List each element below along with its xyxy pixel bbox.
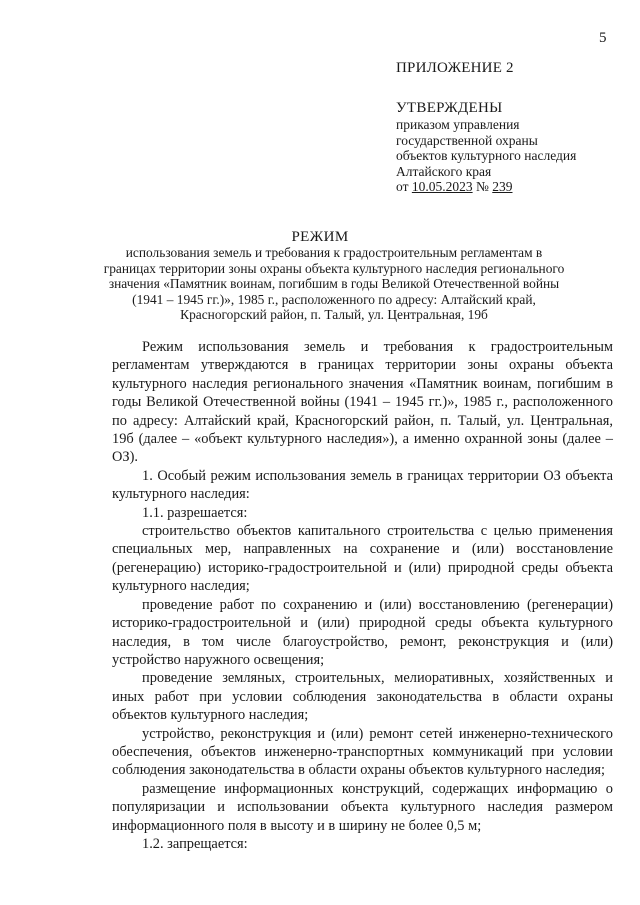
approved-heading: УТВЕРЖДЕНЫ: [396, 100, 503, 116]
body-paragraph: размещение информационных конструкций, содержащих информацию о популяризации и использовании объекта культурного наследия размером информационного поля в высоту и в ширину не более 0,5 м;: [112, 780, 613, 834]
document-body: [112, 338, 613, 853]
order-number: 239: [492, 179, 513, 194]
document-title: РЕЖИМ: [291, 229, 349, 245]
document-subtitle: использования земель и требования к градостроительным регламентам в границах территории зоны охраны объекта культурного наследия регионального значения «Памятник воинам, погибшим в годы Великой Отечественной войны (1941 – 1945 гг.)», 1985 г., расположенного по адресу: Алтайский край, Красногорский район, п. Талый, ул. Центральная, 19б: [103, 245, 565, 322]
order-prefix: от: [396, 179, 409, 194]
approval-line: объектов культурного наследия: [396, 148, 577, 163]
body-paragraph: Режим использования земель и требования к градостроительным регламентам утверждаются в границах территории зоны охраны объекта культурного наследия регионального значения «Памятник воинам, погибшим в годы Великой Отечественной войны (1941 – 1945 гг.)», 1985 г., расположенного по адресу: Алтайский край, Красногорский район, п. Талый, ул. Центральная, 19б (далее – «объект культурного наследия»), а именно охранной зоны (далее – ОЗ).: [112, 339, 613, 466]
approval-block: [396, 60, 626, 195]
body-paragraph: 1. Особый режим использования земель в границах территории ОЗ объекта культурного наследия:: [112, 467, 613, 503]
body-paragraph: устройство, реконструкция и (или) ремонт сетей инженерно-технического обеспечения, объектов инженерно-транспортных коммуникаций при условии соблюдения законодательства в области охраны объектов культурного наследия;: [112, 725, 613, 779]
approval-line: приказом управления: [396, 117, 520, 132]
body-paragraph: 1.2. запрещается:: [142, 835, 248, 852]
order-date: 10.05.2023: [411, 179, 473, 194]
approval-line: Алтайского края: [396, 163, 492, 179]
page-number: 5: [599, 30, 607, 46]
order-number-sign: №: [475, 179, 489, 194]
body-paragraph: 1.1. разрешается:: [142, 504, 248, 521]
order-reference: [396, 179, 626, 195]
appendix-label: ПРИЛОЖЕНИЕ 2: [396, 60, 514, 76]
approval-line: государственной охраны: [396, 132, 538, 148]
body-paragraph: проведение работ по сохранению и (или) восстановлению (регенерации) историко-градостроительной и (или) природной среды объекта культурного наследия, в том числе благоустройство, ремонт, реконструкция и (или) устройство наружного освещения;: [112, 596, 613, 668]
body-paragraph: строительство объектов капитального строительства с целью применения специальных мер, направленных на сохранение и (или) восстановление (регенерацию) историко-градостроительной и (или) природной среды объекта культурного наследия;: [112, 523, 613, 595]
body-paragraph: проведение земляных, строительных, мелиоративных, хозяйственных и иных работ при условии соблюдения законодательства в области охраны объектов культурного наследия;: [112, 670, 613, 724]
